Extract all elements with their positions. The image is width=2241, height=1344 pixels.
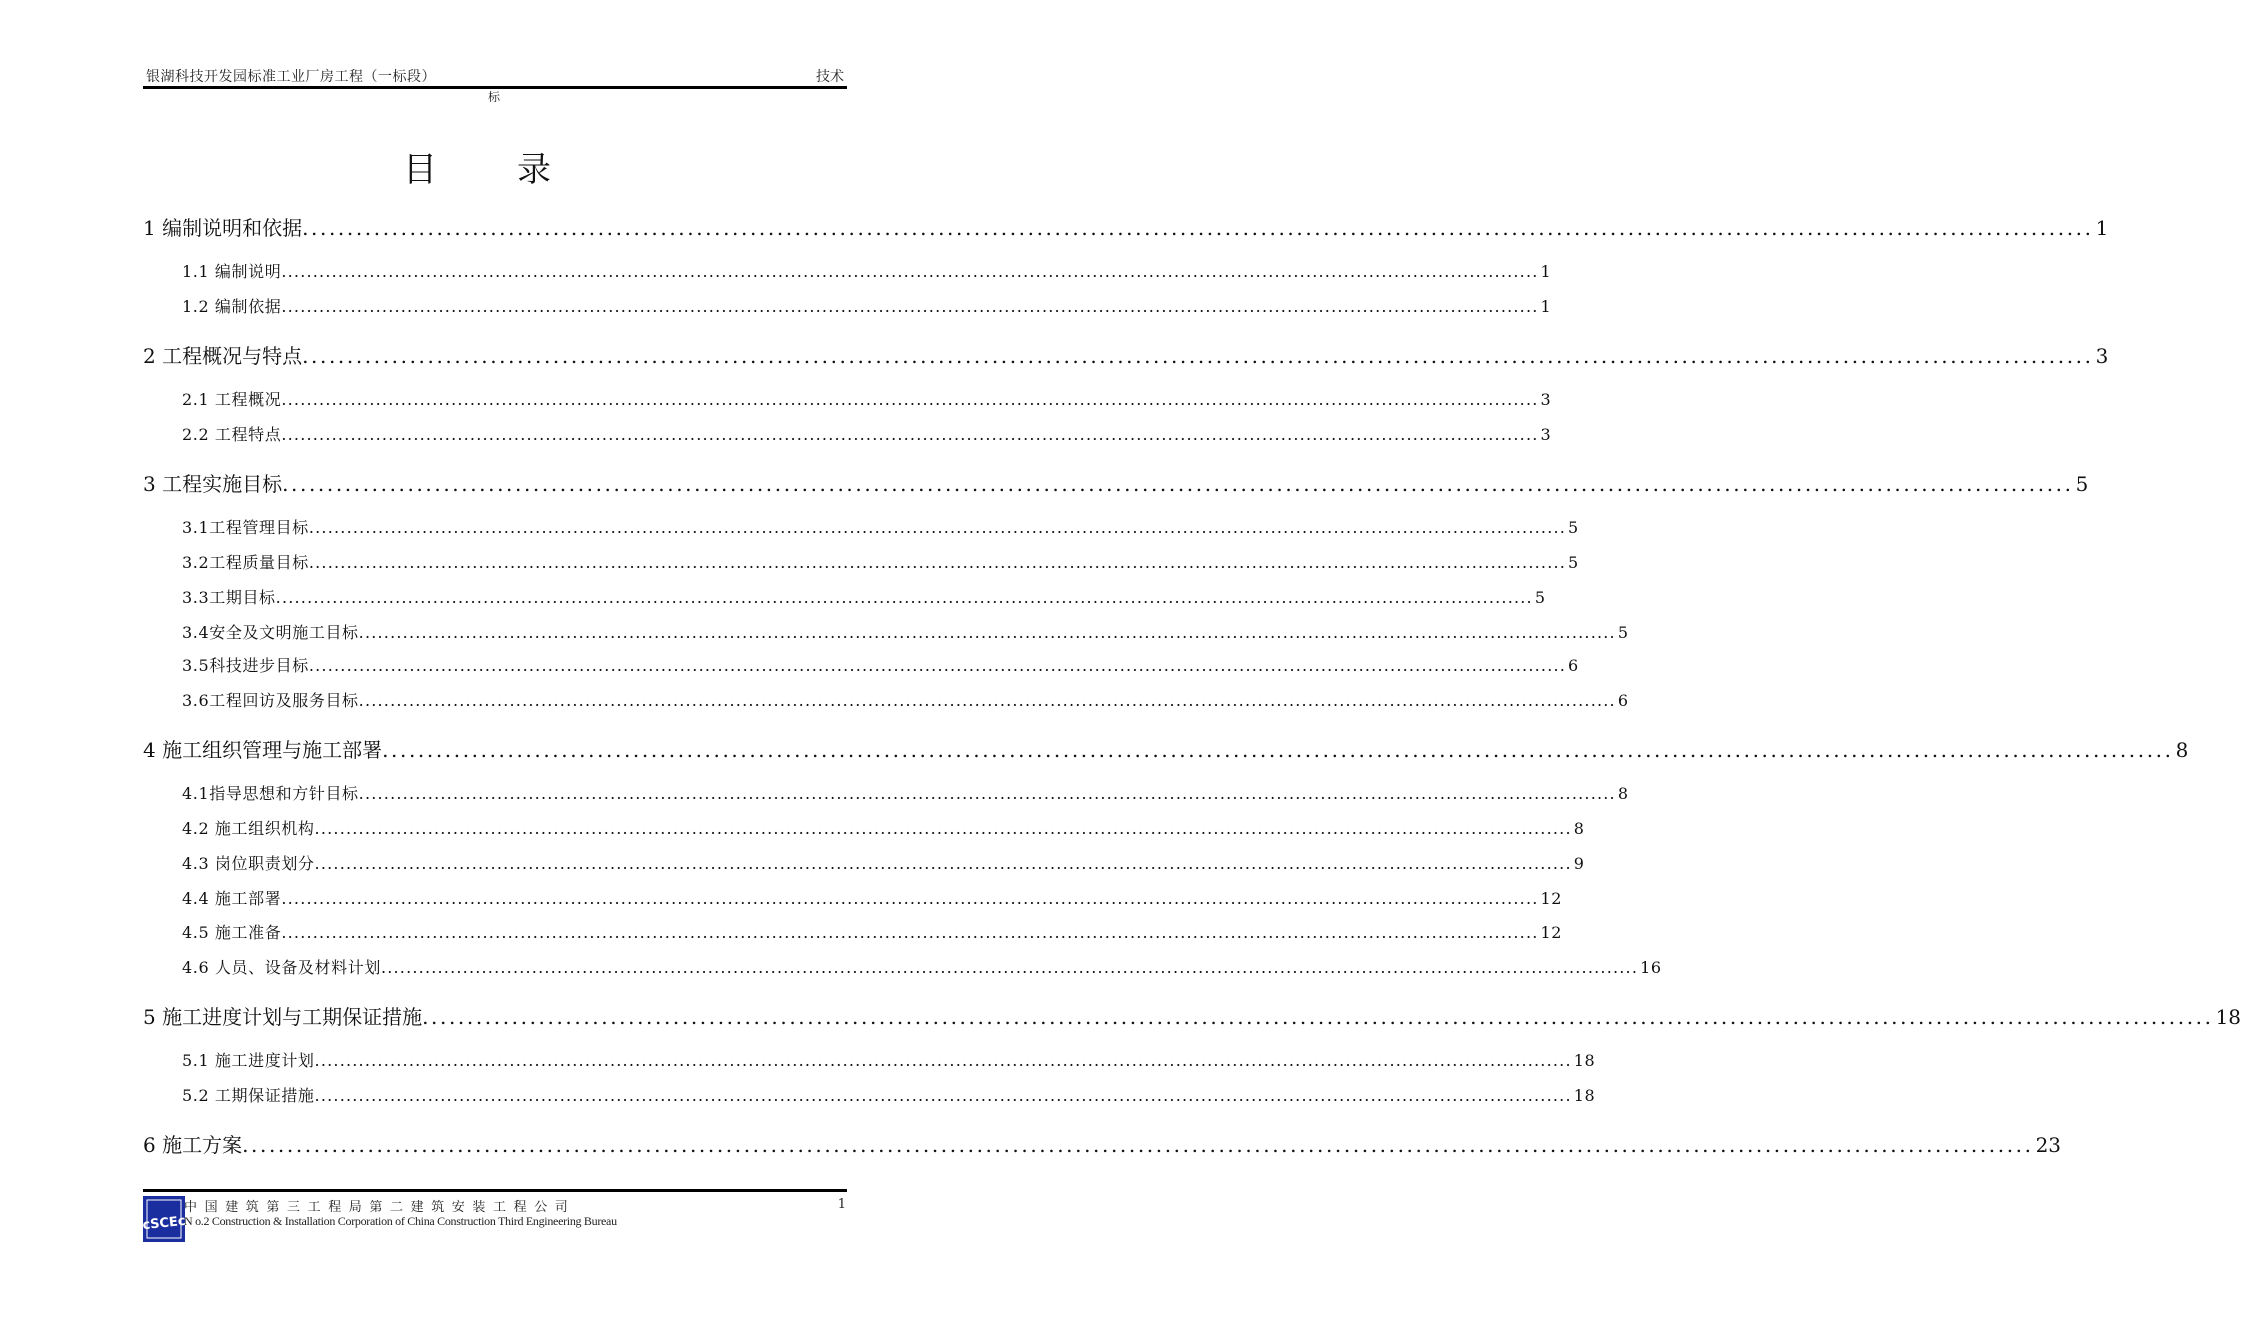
toc-section-entry[interactable] xyxy=(182,294,1552,316)
toc-section-entry[interactable] xyxy=(182,620,1629,642)
toc-dot-leader: ........................................................................................................................................................................................................ xyxy=(282,472,2074,496)
toc-entry-page: 12 xyxy=(1540,889,1563,908)
toc-entry-page: 3 xyxy=(1540,390,1552,409)
toc-dot-leader: ........................................................................................................................................................................................................ xyxy=(281,923,1539,942)
toc-entry-label: 6 施工方案 xyxy=(143,1133,243,1157)
toc-section-entry[interactable] xyxy=(182,653,1579,675)
toc-entry-page: 18 xyxy=(1573,1086,1596,1105)
toc-section-entry[interactable] xyxy=(182,550,1579,572)
toc-dot-leader: ........................................................................................................................................................................................................ xyxy=(358,784,1616,803)
toc-entry-label: 3.3工期目标 xyxy=(182,588,276,607)
toc-entry-label: 1.2 编制依据 xyxy=(182,297,282,316)
toc-dot-leader: ........................................................................................................................................................................................................ xyxy=(281,889,1539,908)
header-doc-type-wrap: 标 xyxy=(488,90,501,104)
toc-section-entry[interactable] xyxy=(182,585,1546,607)
toc-dot-leader: ........................................................................................................................................................................................................ xyxy=(281,390,1539,409)
toc-section-entry[interactable] xyxy=(182,920,1563,942)
toc-dot-leader: ........................................................................................................................................................................................................ xyxy=(281,297,1539,316)
toc-chapter-entry[interactable] xyxy=(143,1001,2241,1029)
toc-chapter-entry[interactable] xyxy=(143,734,2189,762)
header-project-title: 银湖科技开发园标准工业厂房工程（一标段） xyxy=(146,69,436,85)
toc-dot-leader: ........................................................................................................................................................................................................ xyxy=(275,588,1533,607)
toc-chapter-entry[interactable] xyxy=(143,1129,2062,1157)
toc-entry-label: 4.4 施工部署 xyxy=(182,889,282,908)
toc-section-entry[interactable] xyxy=(182,1048,1596,1070)
toc-entry-page: 1 xyxy=(1540,297,1552,316)
toc-entry-page: 6 xyxy=(1617,691,1629,710)
toc-entry-label: 3.6工程回访及服务目标 xyxy=(182,691,359,710)
toc-dot-leader: ........................................................................................................................................................................................................ xyxy=(314,1051,1572,1070)
toc-entry-label: 3.2工程质量目标 xyxy=(182,553,309,572)
toc-chapter-entry[interactable] xyxy=(143,340,2109,368)
page-title: 目录 xyxy=(403,150,631,190)
toc-entry-label: 3 工程实施目标 xyxy=(143,472,283,496)
toc-entry-page: 6 xyxy=(1568,656,1579,675)
toc-dot-leader: ........................................................................................................................................................................................................ xyxy=(314,854,1572,873)
toc-entry-label: 4.1指导思想和方针目标 xyxy=(182,784,359,803)
toc-entry-page: 1 xyxy=(2095,216,2109,240)
toc-section-entry[interactable] xyxy=(182,688,1629,710)
toc-entry-page: 8 xyxy=(1617,784,1629,803)
footer-rule xyxy=(143,1189,847,1192)
toc-entry-label: 5 施工进度计划与工期保证措施 xyxy=(143,1005,423,1029)
toc-entry-page: 18 xyxy=(2215,1005,2241,1029)
toc-entry-label: 2.2 工程特点 xyxy=(182,425,282,444)
toc-entry-page: 5 xyxy=(1568,553,1579,572)
toc-dot-leader: ........................................................................................................................................................................................................ xyxy=(308,553,1567,572)
toc-dot-leader: ........................................................................................................................................................................................................ xyxy=(308,518,1567,537)
toc-entry-page: 8 xyxy=(2175,738,2189,762)
toc-section-entry[interactable] xyxy=(182,816,1585,838)
toc-entry-page: 1 xyxy=(1540,262,1552,281)
toc-entry-label: 3.5科技进步目标 xyxy=(182,656,309,675)
toc-entry-label: 2 工程概况与特点 xyxy=(143,344,303,368)
toc-dot-leader: ........................................................................................................................................................................................................ xyxy=(281,262,1539,281)
toc-entry-page: 23 xyxy=(2035,1133,2062,1157)
footer-page-number: 1 xyxy=(837,1197,846,1212)
toc-section-entry[interactable] xyxy=(182,515,1579,537)
toc-dot-leader: ........................................................................................................................................................................................................ xyxy=(382,738,2174,762)
toc-entry-page: 5 xyxy=(1617,623,1629,642)
toc-dot-leader: ........................................................................................................................................................................................................ xyxy=(302,344,2094,368)
toc-dot-leader: ........................................................................................................................................................................................................ xyxy=(358,691,1616,710)
toc-entry-page: 18 xyxy=(1573,1051,1596,1070)
toc-entry-page: 3 xyxy=(2095,344,2109,368)
toc-section-entry[interactable] xyxy=(182,1083,1596,1105)
toc-dot-leader: ........................................................................................................................................................................................................ xyxy=(314,819,1572,838)
toc-entry-label: 4 施工组织管理与施工部署 xyxy=(143,738,383,762)
toc-entry-label: 1 编制说明和依据 xyxy=(143,216,303,240)
toc-entry-label: 4.3 岗位职责划分 xyxy=(182,854,315,873)
toc-section-entry[interactable] xyxy=(182,422,1552,444)
toc-entry-page: 16 xyxy=(1640,958,1662,977)
toc-dot-leader: ........................................................................................................................................................................................................ xyxy=(422,1005,2214,1029)
toc-entry-label: 5.2 工期保证措施 xyxy=(182,1086,315,1105)
header-doc-type: 技术 xyxy=(816,69,844,85)
toc-entry-label: 4.2 施工组织机构 xyxy=(182,819,315,838)
toc-section-entry[interactable] xyxy=(182,955,1662,977)
toc-dot-leader: ........................................................................................................................................................................................................ xyxy=(380,958,1639,977)
toc-entry-page: 5 xyxy=(1534,588,1546,607)
toc-dot-leader: ........................................................................................................................................................................................................ xyxy=(308,656,1567,675)
toc-entry-label: 1.1 编制说明 xyxy=(182,262,282,281)
toc-section-entry[interactable] xyxy=(182,259,1552,281)
toc-dot-leader: ........................................................................................................................................................................................................ xyxy=(242,1133,2034,1157)
toc-section-entry[interactable] xyxy=(182,851,1585,873)
toc-entry-label: 4.6 人员、设备及材料计划 xyxy=(182,958,381,977)
toc-section-entry[interactable] xyxy=(182,886,1563,908)
toc-entry-page: 5 xyxy=(2075,472,2089,496)
toc-entry-page: 8 xyxy=(1573,819,1585,838)
company-logo-icon xyxy=(143,1196,185,1242)
logo-text: cSCEc xyxy=(141,1213,187,1234)
toc-entry-label: 2.1 工程概况 xyxy=(182,390,282,409)
toc-chapter-entry[interactable] xyxy=(143,212,2109,240)
toc-entry-page: 12 xyxy=(1540,923,1563,942)
toc-entry-label: 3.4安全及文明施工目标 xyxy=(182,623,359,642)
toc-entry-page: 9 xyxy=(1573,854,1585,873)
toc-entry-page: 3 xyxy=(1540,425,1552,444)
toc-section-entry[interactable] xyxy=(182,387,1552,409)
toc-dot-leader: ........................................................................................................................................................................................................ xyxy=(314,1086,1572,1105)
footer-company-en: N o.2 Construction & Installation Corporation of China Construction Third Engineering Bureau xyxy=(184,1214,617,1228)
toc-entry-label: 4.5 施工准备 xyxy=(182,923,282,942)
footer-company-cn: 中国建筑第三工程局第二建筑安装工程公司 xyxy=(184,1200,576,1215)
toc-dot-leader: ........................................................................................................................................................................................................ xyxy=(302,216,2094,240)
toc-chapter-entry[interactable] xyxy=(143,468,2089,496)
toc-section-entry[interactable] xyxy=(182,781,1629,803)
toc-dot-leader: ........................................................................................................................................................................................................ xyxy=(281,425,1539,444)
toc-entry-label: 5.1 施工进度计划 xyxy=(182,1051,315,1070)
toc-dot-leader: ........................................................................................................................................................................................................ xyxy=(358,623,1616,642)
toc-entry-page: 5 xyxy=(1568,518,1579,537)
toc-entry-label: 3.1工程管理目标 xyxy=(182,518,309,537)
